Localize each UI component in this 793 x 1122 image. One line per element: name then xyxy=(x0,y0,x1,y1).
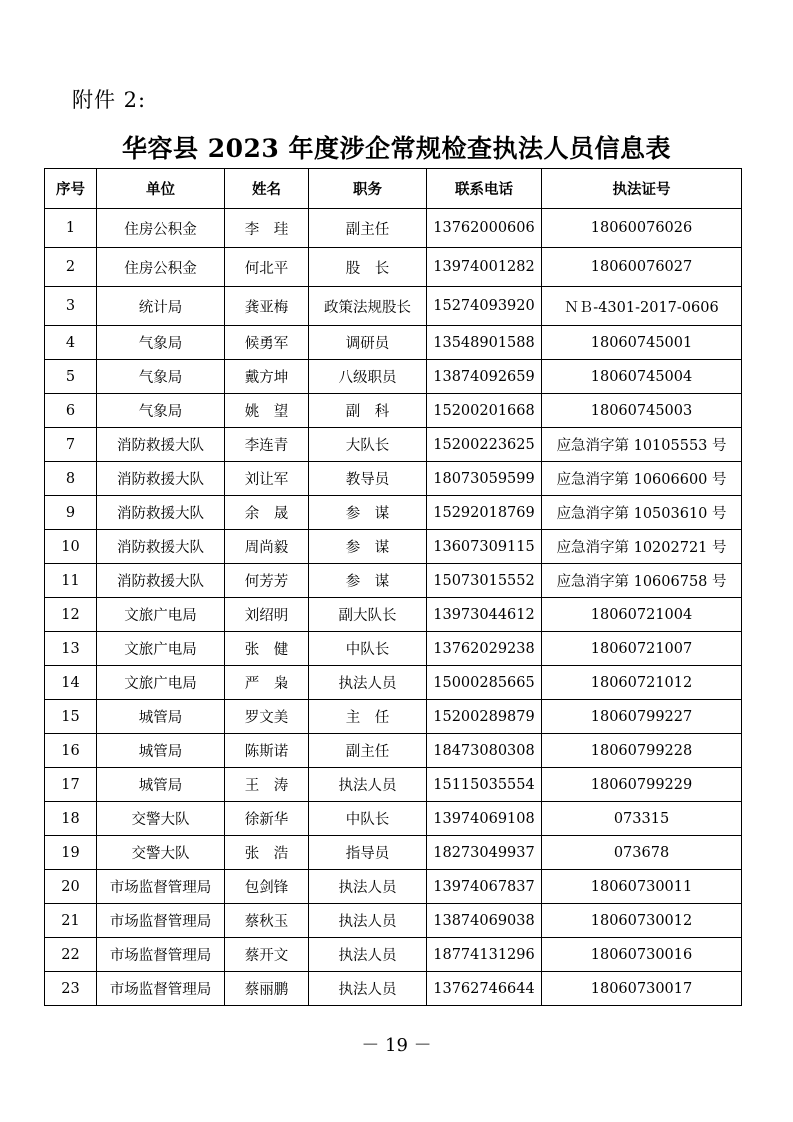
header-name: 姓名 xyxy=(225,169,309,209)
cell-position: 政策法规股长 xyxy=(309,287,427,326)
cell-license: 18060076026 xyxy=(542,209,742,248)
cell-name: 余 晟 xyxy=(225,496,309,530)
cell-name: 张 浩 xyxy=(225,836,309,870)
cell-seq: 23 xyxy=(45,972,97,1006)
cell-name: 罗文美 xyxy=(225,700,309,734)
table-row xyxy=(45,802,742,836)
table-row xyxy=(45,428,742,462)
cell-position: 执法人员 xyxy=(309,938,427,972)
cell-seq: 13 xyxy=(45,632,97,666)
table-row xyxy=(45,904,742,938)
cell-position: 执法人员 xyxy=(309,666,427,700)
cell-license: 18060721007 xyxy=(542,632,742,666)
cell-unit: 文旅广电局 xyxy=(97,632,225,666)
table-row xyxy=(45,209,742,248)
cell-unit: 消防救援大队 xyxy=(97,428,225,462)
cell-unit: 城管局 xyxy=(97,700,225,734)
cell-seq: 6 xyxy=(45,394,97,428)
attachment-label: 附件 2: xyxy=(72,88,147,112)
cell-name: 王 涛 xyxy=(225,768,309,802)
cell-phone: 13607309115 xyxy=(427,530,542,564)
cell-position: 参 谋 xyxy=(309,564,427,598)
cell-seq: 9 xyxy=(45,496,97,530)
cell-name: 李 珪 xyxy=(225,209,309,248)
document-title: 华容县 2023 年度涉企常规检查执法人员信息表 xyxy=(122,134,671,163)
table-row xyxy=(45,496,742,530)
table-row xyxy=(45,360,742,394)
cell-phone: 13874092659 xyxy=(427,360,542,394)
table-row xyxy=(45,734,742,768)
cell-name: 李连青 xyxy=(225,428,309,462)
table-row xyxy=(45,462,742,496)
cell-seq: 8 xyxy=(45,462,97,496)
cell-unit: 统计局 xyxy=(97,287,225,326)
table-row xyxy=(45,666,742,700)
cell-unit: 交警大队 xyxy=(97,836,225,870)
cell-seq: 4 xyxy=(45,326,97,360)
cell-phone: 15000285665 xyxy=(427,666,542,700)
table-row xyxy=(45,394,742,428)
cell-name: 何北平 xyxy=(225,248,309,287)
cell-position: 调研员 xyxy=(309,326,427,360)
header-unit: 单位 xyxy=(97,169,225,209)
cell-position: 八级职员 xyxy=(309,360,427,394)
cell-license: ＮＢ-4301-2017-0606 xyxy=(542,287,742,326)
cell-unit: 住房公积金 xyxy=(97,248,225,287)
cell-seq: 14 xyxy=(45,666,97,700)
table-row xyxy=(45,938,742,972)
cell-name: 张 健 xyxy=(225,632,309,666)
cell-name: 刘让军 xyxy=(225,462,309,496)
cell-phone: 13974001282 xyxy=(427,248,542,287)
cell-license: 18060721004 xyxy=(542,598,742,632)
cell-name: 候勇军 xyxy=(225,326,309,360)
cell-license: 应急消字第 10202721 号 xyxy=(542,530,742,564)
cell-phone: 18273049937 xyxy=(427,836,542,870)
cell-phone: 13762746644 xyxy=(427,972,542,1006)
table-row xyxy=(45,632,742,666)
cell-name: 包剑锋 xyxy=(225,870,309,904)
cell-license: 18060745004 xyxy=(542,360,742,394)
cell-license: 18060745001 xyxy=(542,326,742,360)
cell-unit: 消防救援大队 xyxy=(97,530,225,564)
table-row xyxy=(45,870,742,904)
cell-seq: 11 xyxy=(45,564,97,598)
table-row xyxy=(45,287,742,326)
cell-unit: 市场监督管理局 xyxy=(97,938,225,972)
cell-seq: 19 xyxy=(45,836,97,870)
cell-unit: 气象局 xyxy=(97,394,225,428)
cell-phone: 15200223625 xyxy=(427,428,542,462)
cell-position: 中队长 xyxy=(309,802,427,836)
cell-license: 18060721012 xyxy=(542,666,742,700)
cell-position: 副大队长 xyxy=(309,598,427,632)
personnel-info-table xyxy=(44,168,742,1006)
cell-phone: 15292018769 xyxy=(427,496,542,530)
header-position: 职务 xyxy=(309,169,427,209)
cell-position: 大队长 xyxy=(309,428,427,462)
cell-seq: 17 xyxy=(45,768,97,802)
cell-position: 中队长 xyxy=(309,632,427,666)
cell-phone: 18073059599 xyxy=(427,462,542,496)
cell-position: 股 长 xyxy=(309,248,427,287)
cell-unit: 城管局 xyxy=(97,734,225,768)
cell-unit: 市场监督管理局 xyxy=(97,972,225,1006)
cell-seq: 2 xyxy=(45,248,97,287)
cell-phone: 13974069108 xyxy=(427,802,542,836)
header-phone: 联系电话 xyxy=(427,169,542,209)
cell-license: 应急消字第 10105553 号 xyxy=(542,428,742,462)
cell-license: 073678 xyxy=(542,836,742,870)
cell-name: 龚亚梅 xyxy=(225,287,309,326)
cell-position: 执法人员 xyxy=(309,870,427,904)
cell-unit: 气象局 xyxy=(97,360,225,394)
cell-seq: 1 xyxy=(45,209,97,248)
cell-unit: 消防救援大队 xyxy=(97,496,225,530)
cell-unit: 城管局 xyxy=(97,768,225,802)
cell-phone: 13973044612 xyxy=(427,598,542,632)
cell-seq: 20 xyxy=(45,870,97,904)
cell-name: 陈斯诺 xyxy=(225,734,309,768)
cell-license: 18060799227 xyxy=(542,700,742,734)
cell-name: 戴方坤 xyxy=(225,360,309,394)
cell-unit: 市场监督管理局 xyxy=(97,870,225,904)
cell-seq: 10 xyxy=(45,530,97,564)
cell-unit: 气象局 xyxy=(97,326,225,360)
cell-position: 执法人员 xyxy=(309,972,427,1006)
cell-license: 18060799228 xyxy=(542,734,742,768)
cell-seq: 15 xyxy=(45,700,97,734)
cell-name: 徐新华 xyxy=(225,802,309,836)
cell-license: 18060730017 xyxy=(542,972,742,1006)
cell-name: 蔡秋玉 xyxy=(225,904,309,938)
cell-name: 蔡丽鹏 xyxy=(225,972,309,1006)
cell-phone: 13762000606 xyxy=(427,209,542,248)
cell-position: 参 谋 xyxy=(309,530,427,564)
cell-license: 18060745003 xyxy=(542,394,742,428)
table-row xyxy=(45,564,742,598)
cell-position: 指导员 xyxy=(309,836,427,870)
table-row xyxy=(45,530,742,564)
cell-license: 18060730012 xyxy=(542,904,742,938)
table-body xyxy=(45,209,742,1006)
cell-position: 副 科 xyxy=(309,394,427,428)
cell-license: 18060799229 xyxy=(542,768,742,802)
cell-phone: 15073015552 xyxy=(427,564,542,598)
cell-unit: 文旅广电局 xyxy=(97,598,225,632)
cell-unit: 住房公积金 xyxy=(97,209,225,248)
cell-phone: 18774131296 xyxy=(427,938,542,972)
table-row xyxy=(45,836,742,870)
cell-position: 副主任 xyxy=(309,209,427,248)
cell-name: 蔡开文 xyxy=(225,938,309,972)
cell-phone: 13548901588 xyxy=(427,326,542,360)
cell-position: 教导员 xyxy=(309,462,427,496)
cell-unit: 市场监督管理局 xyxy=(97,904,225,938)
cell-license: 073315 xyxy=(542,802,742,836)
cell-position: 执法人员 xyxy=(309,904,427,938)
cell-position: 执法人员 xyxy=(309,768,427,802)
cell-phone: 13874069038 xyxy=(427,904,542,938)
cell-unit: 文旅广电局 xyxy=(97,666,225,700)
cell-phone: 15274093920 xyxy=(427,287,542,326)
cell-name: 严 枭 xyxy=(225,666,309,700)
cell-phone: 13974067837 xyxy=(427,870,542,904)
page-number: － 19 － xyxy=(361,1035,432,1056)
table-row xyxy=(45,598,742,632)
table-row xyxy=(45,248,742,287)
table-row xyxy=(45,768,742,802)
cell-phone: 15200289879 xyxy=(427,700,542,734)
cell-license: 18060730016 xyxy=(542,938,742,972)
cell-license: 18060076027 xyxy=(542,248,742,287)
cell-seq: 18 xyxy=(45,802,97,836)
cell-seq: 12 xyxy=(45,598,97,632)
cell-seq: 16 xyxy=(45,734,97,768)
cell-seq: 5 xyxy=(45,360,97,394)
cell-license: 应急消字第 10503610 号 xyxy=(542,496,742,530)
cell-phone: 15200201668 xyxy=(427,394,542,428)
cell-phone: 18473080308 xyxy=(427,734,542,768)
cell-seq: 3 xyxy=(45,287,97,326)
table-row xyxy=(45,326,742,360)
cell-seq: 7 xyxy=(45,428,97,462)
cell-unit: 交警大队 xyxy=(97,802,225,836)
cell-seq: 21 xyxy=(45,904,97,938)
table-header-row xyxy=(45,169,742,209)
cell-name: 姚 望 xyxy=(225,394,309,428)
header-license: 执法证号 xyxy=(542,169,742,209)
cell-phone: 15115035554 xyxy=(427,768,542,802)
cell-position: 参 谋 xyxy=(309,496,427,530)
cell-name: 何芳芳 xyxy=(225,564,309,598)
header-seq: 序号 xyxy=(45,169,97,209)
table-row xyxy=(45,700,742,734)
cell-name: 周尚毅 xyxy=(225,530,309,564)
cell-license: 应急消字第 10606758 号 xyxy=(542,564,742,598)
table-row xyxy=(45,972,742,1006)
cell-unit: 消防救援大队 xyxy=(97,564,225,598)
cell-position: 主 任 xyxy=(309,700,427,734)
cell-license: 应急消字第 10606600 号 xyxy=(542,462,742,496)
cell-unit: 消防救援大队 xyxy=(97,462,225,496)
cell-seq: 22 xyxy=(45,938,97,972)
cell-license: 18060730011 xyxy=(542,870,742,904)
cell-phone: 13762029238 xyxy=(427,632,542,666)
cell-name: 刘绍明 xyxy=(225,598,309,632)
cell-position: 副主任 xyxy=(309,734,427,768)
